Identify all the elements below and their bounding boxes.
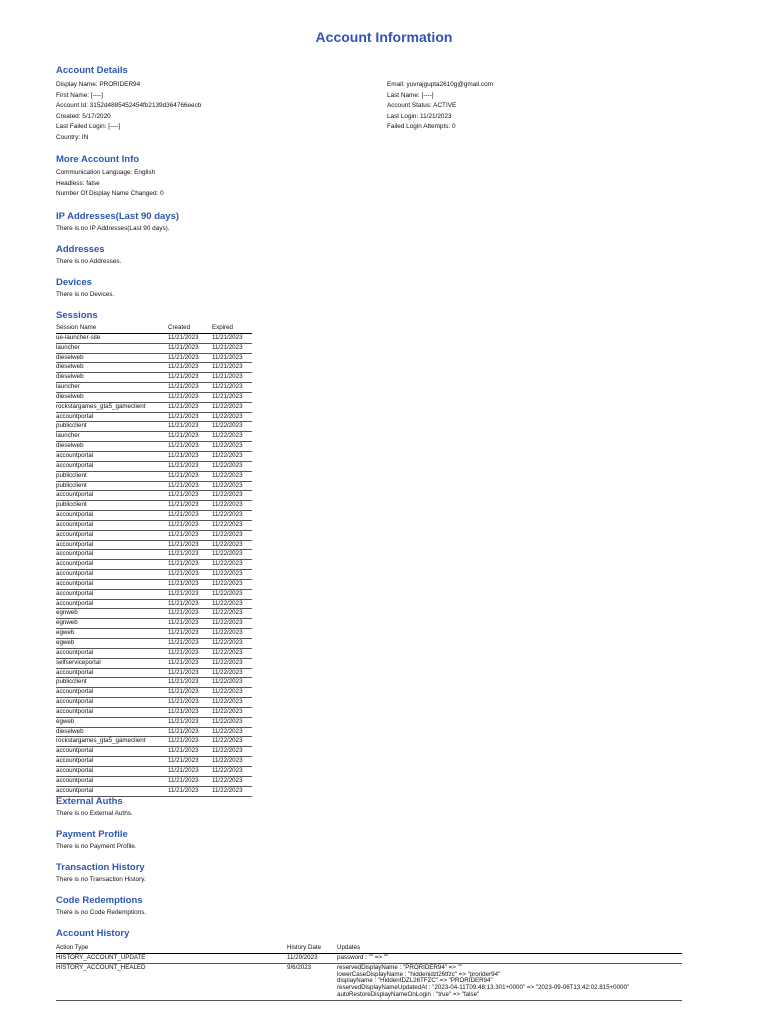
session-row [56,570,252,580]
country-line: Country: IN [56,133,89,141]
session-row [56,688,252,698]
session-row [56,639,252,649]
session-row [56,786,252,796]
session-row [56,353,252,363]
session-expired-cell: 11/22/2023 [212,520,252,530]
session-created-cell: 11/21/2023 [168,333,212,343]
account-details-right [387,80,493,133]
sessions-header-row [56,324,252,333]
session-created-cell: 11/21/2023 [168,668,212,678]
session-row [56,619,252,629]
session-created-cell: 11/21/2023 [168,451,212,461]
session-expired-cell: 11/22/2023 [212,698,252,708]
session-created-cell: 11/21/2023 [168,786,212,796]
ip-addresses-heading: IP Addresses(Last 90 days) [56,211,180,222]
session-row [56,442,252,452]
session-row [56,471,252,481]
session-created-cell: 11/21/2023 [168,639,212,649]
display-name-changed-line: Number Of Display Name Changed: 0 [56,190,164,198]
session-created-cell: 11/21/2023 [168,373,212,383]
ip-addresses-text: There is no IP Addresses(Last 90 days). [56,225,170,232]
session-row [56,383,252,393]
session-created-cell: 11/21/2023 [168,471,212,481]
session-row [56,579,252,589]
session-name-cell: accountportal [56,589,168,599]
session-name-cell: accountportal [56,599,168,609]
session-expired-cell: 11/22/2023 [212,560,252,570]
action-type-column-header: Action Type [56,944,89,951]
session-created-cell: 11/21/2023 [168,520,212,530]
session-created-cell: 11/21/2023 [168,570,212,580]
account-history-body [56,954,682,1001]
account-history-row [56,954,682,964]
session-row [56,540,252,550]
session-name-cell: egnweb [56,619,168,629]
session-row [56,491,252,501]
session-row [56,402,252,412]
session-expired-cell: 11/22/2023 [212,471,252,481]
session-row [56,678,252,688]
session-name-cell: egweb [56,629,168,639]
session-expired-cell: 11/22/2023 [212,550,252,560]
session-row [56,501,252,511]
transaction-history-heading: Transaction History [56,862,145,873]
session-created-cell: 11/21/2023 [168,619,212,629]
session-name-cell: egweb [56,639,168,649]
session-row [56,432,252,442]
updates-cell [337,955,682,962]
session-row [56,727,252,737]
session-name-cell: accountportal [56,668,168,678]
session-expired-cell: 11/21/2023 [212,333,252,343]
session-expired-cell: 11/22/2023 [212,589,252,599]
session-expired-cell: 11/22/2023 [212,648,252,658]
session-expired-cell: 11/22/2023 [212,540,252,550]
session-created-cell: 11/21/2023 [168,491,212,501]
session-row [56,461,252,471]
session-name-cell: publicclient [56,481,168,491]
session-expired-cell: 11/22/2023 [212,530,252,540]
session-created-cell: 11/21/2023 [168,698,212,708]
session-name-cell: accountportal [56,776,168,786]
session-created-cell: 11/21/2023 [168,747,212,757]
page-title: Account Information [315,29,453,45]
session-expired-cell: 11/22/2023 [212,658,252,668]
session-name-cell: accountportal [56,786,168,796]
session-row [56,451,252,461]
session-name-cell: accountportal [56,412,168,422]
session-created-cell: 11/21/2023 [168,481,212,491]
session-row [56,550,252,560]
account-status-line: Account Status: ACTIVE [387,102,457,110]
session-expired-cell: 11/22/2023 [212,609,252,619]
account-history-header-row [56,943,682,954]
addresses-text: There is no Addresses. [56,258,122,265]
session-created-cell: 11/21/2023 [168,363,212,373]
account-id-line: Account Id: 3152d4885452454fb2139d364766eecb [56,102,202,110]
session-name-cell: dieselweb [56,353,168,363]
session-row [56,520,252,530]
session-expired-cell: 11/22/2023 [212,491,252,501]
session-expired-cell: 11/22/2023 [212,688,252,698]
session-name-cell: accountportal [56,698,168,708]
session-created-cell: 11/21/2023 [168,658,212,668]
session-created-cell: 11/21/2023 [168,717,212,727]
session-created-cell: 11/21/2023 [168,392,212,402]
session-expired-cell: 11/21/2023 [212,343,252,353]
session-name-cell: ue-launcher-site [56,333,168,343]
session-expired-cell: 11/22/2023 [212,511,252,521]
session-created-cell: 11/21/2023 [168,678,212,688]
session-row [56,392,252,402]
session-expired-cell: 11/22/2023 [212,776,252,786]
session-name-cell: accountportal [56,491,168,501]
session-expired-cell: 11/22/2023 [212,481,252,491]
display-name-line: Display Name: PRORIDER94 [56,81,141,88]
session-row [56,648,252,658]
session-row [56,422,252,432]
updates-column-header: Updates [337,944,361,951]
session-created-cell: 11/21/2023 [168,579,212,589]
session-expired-cell: 11/22/2023 [212,727,252,737]
session-name-cell: dieselweb [56,373,168,383]
created-column-header: Created [168,324,212,333]
devices-heading: Devices [56,277,92,288]
session-name-cell: rockstargames_gta5_gameclient [56,402,168,412]
session-name-cell: dieselweb [56,392,168,402]
account-details-left [56,80,201,144]
session-created-cell: 11/21/2023 [168,432,212,442]
session-created-cell: 11/21/2023 [168,442,212,452]
update-line: password : "" => "" [337,954,389,961]
communication-language-line: Communication Language: English [56,169,156,176]
session-expired-cell: 11/22/2023 [212,766,252,776]
session-expired-cell: 11/22/2023 [212,442,252,452]
session-row [56,363,252,373]
payment-profile-heading: Payment Profile [56,829,128,840]
session-name-cell: publicclient [56,471,168,481]
update-line: reservedDisplayNameUpdatedAt : "2023-04-11T09:48:13.301+0000" => "2023-09-06T13:42:02.815+0000" [337,984,630,992]
session-expired-cell: 11/22/2023 [212,678,252,688]
session-name-cell: accountportal [56,648,168,658]
last-name-line: Last Name: [----] [387,91,434,99]
payment-profile-text: There is no Payment Profile. [56,843,137,850]
session-name-cell: publicclient [56,678,168,688]
session-expired-cell: 11/22/2023 [212,402,252,412]
session-row [56,658,252,668]
session-row [56,343,252,353]
account-history-heading: Account History [56,928,130,939]
session-name-cell: dieselweb [56,442,168,452]
session-expired-cell: 11/22/2023 [212,737,252,747]
update-line: displayName : "HiddenIDZL26TFZC" => "PRORIDER94" [337,977,493,985]
session-expired-cell: 11/22/2023 [212,451,252,461]
action-type-cell: HISTORY_ACCOUNT_HEALED [56,963,146,971]
session-name-cell: accountportal [56,550,168,560]
update-line: autoRestoreDisplayNameOnLogin : "true" => "false" [337,990,480,998]
sessions-table [56,324,252,797]
session-created-cell: 11/21/2023 [168,383,212,393]
session-name-cell: accountportal [56,451,168,461]
email-line: Email: yuvrajgupta2610g@gmail.com [387,81,493,88]
session-expired-cell: 11/22/2023 [212,786,252,796]
session-created-cell: 11/21/2023 [168,530,212,540]
session-created-cell: 11/21/2023 [168,648,212,658]
session-row [56,333,252,343]
external-auths-text: There is no External Auths. [56,810,133,817]
session-created-cell: 11/21/2023 [168,511,212,521]
session-row [56,629,252,639]
more-info-heading: More Account Info [56,154,140,165]
session-row [56,599,252,609]
session-created-cell: 11/21/2023 [168,461,212,471]
session-row [56,412,252,422]
session-created-cell: 11/21/2023 [168,550,212,560]
first-name-line: First Name: [----] [56,91,103,99]
session-expired-cell: 11/22/2023 [212,619,252,629]
last-login-line: Last Login: 11/21/2023 [387,112,452,120]
session-name-cell: accountportal [56,461,168,471]
session-created-cell: 11/21/2023 [168,589,212,599]
session-name-cell: accountportal [56,560,168,570]
session-expired-cell: 11/22/2023 [212,599,252,609]
session-name-cell: egweb [56,717,168,727]
session-name-cell: accountportal [56,766,168,776]
session-created-cell: 11/21/2023 [168,402,212,412]
external-auths-heading: External Auths [56,796,123,807]
sessions-heading: Sessions [56,310,98,321]
failed-login-attempts-line: Failed Login Attempts: 0 [387,123,456,131]
session-row [56,776,252,786]
session-expired-cell: 11/22/2023 [212,432,252,442]
sessions-table-body [56,333,252,796]
session-row [56,481,252,491]
session-name-cell: dieselweb [56,727,168,737]
session-name-column-header: Session Name [56,324,168,333]
session-row [56,717,252,727]
session-row [56,737,252,747]
session-created-cell: 11/21/2023 [168,776,212,786]
code-redemptions-heading: Code Redemptions [56,895,143,906]
session-created-cell: 11/21/2023 [168,757,212,767]
session-name-cell: accountportal [56,570,168,580]
session-expired-cell: 11/21/2023 [212,383,252,393]
session-expired-cell: 11/21/2023 [212,363,252,373]
session-created-cell: 11/21/2023 [168,343,212,353]
created-line: Created: 5/17/2020 [56,112,111,120]
history-date-cell: 11/20/2023 [287,954,318,961]
session-name-cell: publicclient [56,422,168,432]
session-expired-cell: 11/22/2023 [212,717,252,727]
code-redemptions-text: There is no Code Redemptions. [56,909,147,916]
session-name-cell: accountportal [56,579,168,589]
session-created-cell: 11/21/2023 [168,353,212,363]
session-name-cell: accountportal [56,747,168,757]
session-row [56,530,252,540]
session-name-cell: rockstargames_gta5_gameclient [56,737,168,747]
account-details-heading: Account Details [56,65,128,76]
session-name-cell: accountportal [56,540,168,550]
history-date-column-header: History Date [287,944,322,951]
session-row [56,766,252,776]
session-name-cell: dieselweb [56,363,168,373]
session-expired-cell: 11/22/2023 [212,461,252,471]
session-created-cell: 11/21/2023 [168,629,212,639]
account-history-table [56,943,682,1001]
transaction-history-text: There is no Transaction History. [56,876,146,883]
session-row [56,668,252,678]
addresses-heading: Addresses [56,244,105,255]
session-name-cell: selfserviceportal [56,658,168,668]
session-created-cell: 11/21/2023 [168,501,212,511]
session-created-cell: 11/21/2023 [168,737,212,747]
session-row [56,373,252,383]
session-expired-cell: 11/22/2023 [212,757,252,767]
session-created-cell: 11/21/2023 [168,766,212,776]
session-name-cell: launcher [56,383,168,393]
session-expired-cell: 11/21/2023 [212,392,252,402]
session-expired-cell: 11/22/2023 [212,668,252,678]
last-failed-login-line: Last Failed Login: [----] [56,123,121,131]
session-row [56,757,252,767]
session-row [56,511,252,521]
session-expired-cell: 11/21/2023 [212,373,252,383]
account-history-row [56,964,682,1001]
session-row [56,609,252,619]
update-line: reservedDisplayName : "PRORIDER94" => "" [337,963,463,971]
session-name-cell: accountportal [56,707,168,717]
session-expired-cell: 11/22/2023 [212,639,252,649]
session-expired-cell: 11/22/2023 [212,570,252,580]
session-created-cell: 11/21/2023 [168,599,212,609]
action-type-cell: HISTORY_ACCOUNT_UPDATE [56,954,146,961]
session-created-cell: 11/21/2023 [168,727,212,737]
session-name-cell: launcher [56,432,168,442]
session-name-cell: accountportal [56,520,168,530]
update-line: lowerCaseDisplayName : "hiddenidzl26tfzc" => "prorider94" [337,970,501,978]
session-name-cell: publicclient [56,501,168,511]
session-expired-cell: 11/22/2023 [212,412,252,422]
session-expired-cell: 11/22/2023 [212,747,252,757]
session-expired-cell: 11/21/2023 [212,353,252,363]
session-row [56,560,252,570]
updates-cell [337,965,682,999]
session-name-cell: accountportal [56,511,168,521]
session-created-cell: 11/21/2023 [168,422,212,432]
more-info-lines [56,168,164,200]
session-expired-cell: 11/22/2023 [212,707,252,717]
session-row [56,698,252,708]
session-row [56,747,252,757]
headless-line: Headless: false [56,179,100,187]
session-expired-cell: 11/22/2023 [212,501,252,511]
session-expired-cell: 11/22/2023 [212,422,252,432]
session-created-cell: 11/21/2023 [168,609,212,619]
session-row [56,589,252,599]
devices-text: There is no Devices. [56,291,115,298]
session-name-cell: accountportal [56,688,168,698]
session-created-cell: 11/21/2023 [168,688,212,698]
session-name-cell: accountportal [56,757,168,767]
session-created-cell: 11/21/2023 [168,412,212,422]
session-created-cell: 11/21/2023 [168,540,212,550]
session-name-cell: accountportal [56,530,168,540]
history-date-cell: 9/6/2023 [287,963,312,971]
session-created-cell: 11/21/2023 [168,707,212,717]
session-name-cell: launcher [56,343,168,353]
session-row [56,707,252,717]
session-expired-cell: 11/22/2023 [212,579,252,589]
expired-column-header: Expired [212,324,252,333]
session-expired-cell: 11/22/2023 [212,629,252,639]
session-created-cell: 11/21/2023 [168,560,212,570]
session-name-cell: egnweb [56,609,168,619]
